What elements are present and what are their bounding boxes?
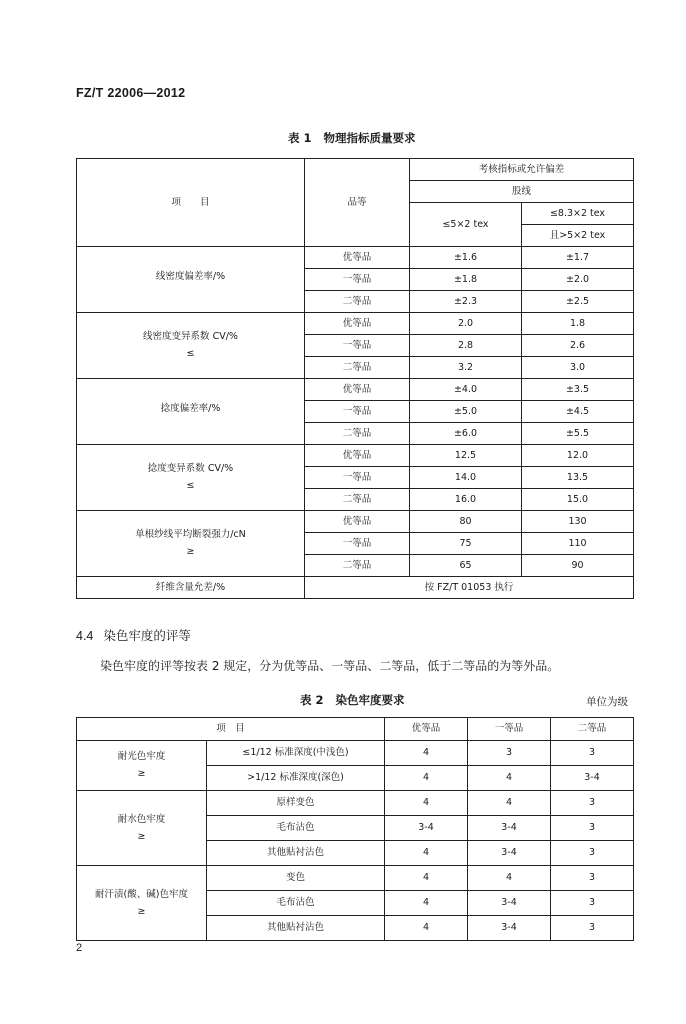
fastness-subitem: 其他贴衬沾色 (207, 916, 385, 941)
table1-caption-title: 物理指标质量要求 (323, 131, 416, 145)
grade-value: 4 (385, 741, 468, 766)
grade-value: 4 (385, 916, 468, 941)
fastness-subitem: 原样变色 (207, 791, 385, 816)
grade-value: 4 (385, 841, 468, 866)
grade-value: 3 (551, 791, 634, 816)
property-label (77, 247, 305, 313)
value-cell: ±2.3 (410, 291, 522, 313)
property-label (77, 379, 305, 445)
fastness-subitem: ≤1/12 标准深度(中浅色) (207, 741, 385, 766)
grade-value: 3 (551, 816, 634, 841)
t1-head-col1: ≤5×2 tex (410, 203, 522, 247)
grade-value: 4 (385, 766, 468, 791)
table2-caption-title: 染色牢度要求 (335, 693, 405, 707)
t2-head-g3: 二等品 (551, 718, 634, 741)
t1-head-grade: 品等 (305, 159, 410, 247)
grade-cell: 二等品 (305, 555, 410, 577)
table-row (77, 511, 634, 533)
fiber-content-value: 按 FZ/T 01053 执行 (305, 577, 634, 599)
grade-value: 4 (385, 791, 468, 816)
table1-caption (288, 130, 416, 146)
value-cell: 2.6 (522, 335, 634, 357)
property-label-text: 线密度偏差率/% (155, 271, 226, 283)
value-cell: 14.0 (410, 467, 522, 489)
table1-caption-number: 表 1 (288, 131, 312, 145)
grade-value: 3 (551, 866, 634, 891)
value-cell: 80 (410, 511, 522, 533)
grade-cell: 一等品 (305, 269, 410, 291)
grade-value: 3 (551, 916, 634, 941)
fastness-subitem: 毛布沾色 (207, 816, 385, 841)
section-title: 染色牢度的评等 (103, 628, 191, 643)
value-cell: ±3.5 (522, 379, 634, 401)
section-4-4-body: 染色牢度的评等按表 2 规定，分为优等品、一等品、二等品，低于二等品的为等外品。 (100, 659, 560, 673)
value-cell: 3.2 (410, 357, 522, 379)
grade-value: 3 (551, 741, 634, 766)
grade-value: 4 (468, 791, 551, 816)
t2-head-g1: 优等品 (385, 718, 468, 741)
fastness-label (77, 791, 207, 866)
property-label-limit-sign: ≤ (186, 480, 195, 491)
value-cell: 12.5 (410, 445, 522, 467)
t1-head-group: 考核指标或允许偏差 (410, 159, 634, 181)
section-4-4-heading (76, 626, 191, 644)
table-row (77, 247, 634, 269)
property-label-text: 线密度变异系数 CV/% (143, 331, 238, 343)
value-cell: 15.0 (522, 489, 634, 511)
grade-cell: 二等品 (305, 291, 410, 313)
value-cell: ±4.0 (410, 379, 522, 401)
property-label-text: 捻度偏差率/% (160, 403, 221, 415)
table-row (77, 577, 634, 599)
t1-head-yarn: 股线 (410, 181, 634, 203)
grade-cell: 二等品 (305, 423, 410, 445)
grade-cell: 一等品 (305, 467, 410, 489)
property-label-text: 捻度变异系数 CV/% (147, 463, 234, 475)
table2-caption-number: 表 2 (300, 693, 324, 707)
grade-value: 3-4 (468, 841, 551, 866)
grade-value: 4 (385, 891, 468, 916)
color-fastness-table (76, 717, 634, 941)
page-number: 2 (76, 942, 83, 954)
grade-value: 3-4 (468, 816, 551, 841)
value-cell: ±5.0 (410, 401, 522, 423)
fastness-label-text: 耐汗渍(酸、碱)色牢度 (95, 888, 188, 900)
value-cell: 12.0 (522, 445, 634, 467)
grade-cell: 一等品 (305, 533, 410, 555)
value-cell: ±2.0 (522, 269, 634, 291)
fiber-content-label: 纤维含量允差/% (77, 577, 305, 599)
property-label-limit-sign: ≥ (186, 546, 195, 557)
table-row (77, 866, 634, 891)
value-cell: 3.0 (522, 357, 634, 379)
t2-head-g2: 一等品 (468, 718, 551, 741)
grade-cell: 优等品 (305, 511, 410, 533)
grade-cell: 优等品 (305, 313, 410, 335)
value-cell: ±5.5 (522, 423, 634, 445)
fastness-subitem: 其他贴衬沾色 (207, 841, 385, 866)
section-number: 4.4 (76, 629, 94, 643)
value-cell: 1.8 (522, 313, 634, 335)
grade-value: 3-4 (551, 766, 634, 791)
table2-caption (300, 692, 405, 708)
grade-cell: 二等品 (305, 357, 410, 379)
grade-value: 3 (551, 891, 634, 916)
fastness-subitem: >1/12 标准深度(深色) (207, 766, 385, 791)
value-cell: 130 (522, 511, 634, 533)
fastness-label-limit-sign: ≥ (137, 768, 146, 779)
property-label (77, 511, 305, 577)
value-cell: 110 (522, 533, 634, 555)
table-row (77, 313, 634, 335)
value-cell: 65 (410, 555, 522, 577)
grade-cell: 一等品 (305, 401, 410, 423)
property-label-limit-sign: ≤ (186, 348, 195, 359)
grade-cell: 优等品 (305, 445, 410, 467)
value-cell: ±4.5 (522, 401, 634, 423)
table-row (77, 791, 634, 816)
table2-unit: 单位为级 (586, 696, 628, 708)
value-cell: ±1.8 (410, 269, 522, 291)
fastness-label-text: 耐光色牢度 (117, 751, 166, 763)
grade-value: 3 (551, 841, 634, 866)
table-row (77, 379, 634, 401)
t1-head-item: 项 目 (77, 159, 305, 247)
fastness-label-text: 耐水色牢度 (117, 813, 166, 825)
grade-value: 4 (385, 866, 468, 891)
value-cell: 90 (522, 555, 634, 577)
grade-value: 3-4 (385, 816, 468, 841)
table-row (77, 445, 634, 467)
value-cell: 2.8 (410, 335, 522, 357)
grade-cell: 优等品 (305, 379, 410, 401)
t1-head-col2-line1: ≤8.3×2 tex (522, 203, 634, 225)
grade-value: 3-4 (468, 916, 551, 941)
value-cell: ±2.5 (522, 291, 634, 313)
fastness-subitem: 毛布沾色 (207, 891, 385, 916)
value-cell: ±1.6 (410, 247, 522, 269)
t1-head-col2-line2: 且>5×2 tex (522, 225, 634, 247)
property-label (77, 313, 305, 379)
table-row (77, 741, 634, 766)
property-label-text: 单根纱线平均断裂强力/cN (135, 529, 246, 541)
fastness-label (77, 741, 207, 791)
grade-cell: 一等品 (305, 335, 410, 357)
fastness-label (77, 866, 207, 941)
fastness-subitem: 变色 (207, 866, 385, 891)
grade-value: 3 (468, 741, 551, 766)
grade-value: 4 (468, 766, 551, 791)
value-cell: ±6.0 (410, 423, 522, 445)
physical-quality-table (76, 158, 634, 599)
grade-value: 4 (468, 866, 551, 891)
value-cell: 13.5 (522, 467, 634, 489)
property-label (77, 445, 305, 511)
grade-cell: 二等品 (305, 489, 410, 511)
value-cell: 16.0 (410, 489, 522, 511)
value-cell: ±1.7 (522, 247, 634, 269)
value-cell: 2.0 (410, 313, 522, 335)
standard-code: FZ/T 22006—2012 (76, 86, 186, 100)
fastness-label-limit-sign: ≥ (137, 830, 146, 842)
grade-value: 3-4 (468, 891, 551, 916)
grade-cell: 优等品 (305, 247, 410, 269)
value-cell: 75 (410, 533, 522, 555)
t2-head-item: 项 目 (77, 718, 385, 741)
fastness-label-limit-sign: ≥ (137, 905, 146, 917)
